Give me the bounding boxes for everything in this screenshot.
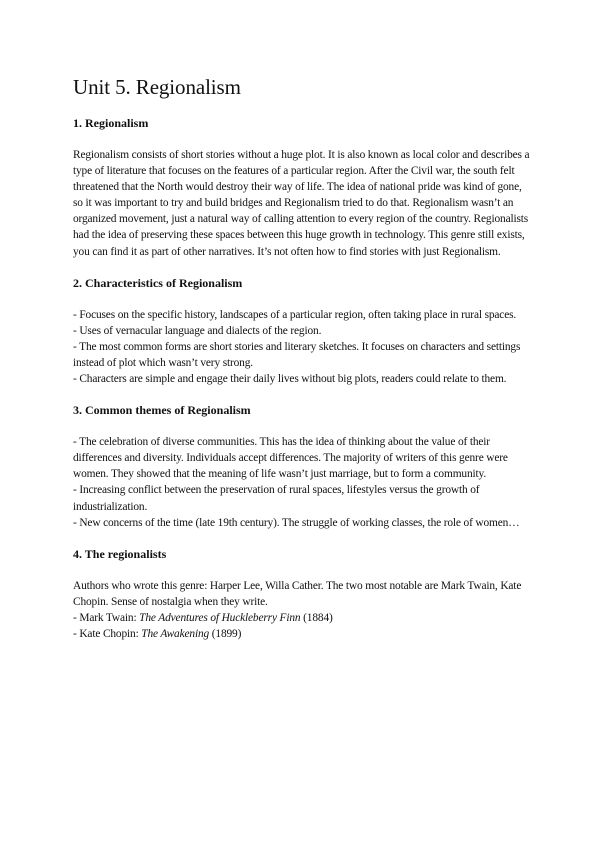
list-item: - New concerns of the time (late 19th century). The struggle of working classes, the role of women…: [73, 516, 520, 529]
section-common-themes: [73, 403, 533, 531]
section-heading: 2. Characteristics of Regionalism: [73, 275, 243, 290]
bullet-list: [73, 307, 533, 387]
section-paragraph: Regionalism consists of short stories without a huge plot. It is also known as local color and describes a type of literature that focuses on the features of a particular region. After the Civil war, the south felt threatened that the North would destroy their way of life. The idea of national pride was kind of gone, so it was important to try and build bridges and Regionalism tried to do that. Regionalism wasn’t an organized movement, just a natural way of calling attention to every region of the country. Regionalists had the idea of preserving these spaces between this huge growth in technology. This genre still exists, you can find it as part of other narratives. It’s not often how to find stories with just Regionalism.: [73, 149, 530, 258]
work-year: (1899): [209, 627, 242, 640]
section-regionalism: [73, 116, 533, 260]
work-title: The Awakening: [141, 627, 210, 640]
authors-intro: Authors who wrote this genre: Harper Lee, Willa Cather. The two most notable are Mark Twain, Kate Chopin. Sense of nostalgia when they write.: [73, 579, 522, 608]
list-item: - Uses of vernacular language and dialects of the region.: [73, 324, 322, 337]
list-item: - Characters are simple and engage their daily lives without big plots, readers could relate to them.: [73, 373, 507, 386]
document-title: Unit 5. Regionalism: [73, 75, 241, 99]
work-author: - Mark Twain:: [73, 611, 140, 624]
work-title: The Adventures of Huckleberry Finn: [139, 611, 301, 624]
bullet-list: [73, 434, 533, 531]
work-item: [73, 610, 533, 626]
list-item: - Increasing conflict between the preservation of rural spaces, lifestyles versus the growth of industrialization.: [73, 484, 480, 513]
section-heading: 3. Common themes of Regionalism: [73, 403, 251, 418]
work-year: (1884): [300, 611, 333, 624]
section-characteristics: [73, 276, 533, 387]
list-item: - Focuses on the specific history, landscapes of a particular region, often taking place in rural spaces.: [73, 308, 517, 321]
work-author: - Kate Chopin:: [73, 627, 142, 640]
work-item: [73, 626, 533, 642]
section-heading: 4. The regionalists: [73, 546, 167, 561]
list-item: - The most common forms are short stories and literary sketches. It focuses on characters and settings instead of plot which wasn’t very strong.: [73, 340, 521, 369]
list-item: - The celebration of diverse communities. This has the idea of thinking about the value of their differences and diversity. Individuals accept differences. The majority of writers of this genre were women. They showed that the meaning of life wasn’t just marriage, but to form a community.: [73, 436, 508, 481]
authors-paragraph: [73, 578, 533, 642]
document-page: [73, 74, 533, 658]
section-heading: 1. Regionalism: [73, 116, 149, 130]
section-regionalists: [73, 547, 533, 642]
